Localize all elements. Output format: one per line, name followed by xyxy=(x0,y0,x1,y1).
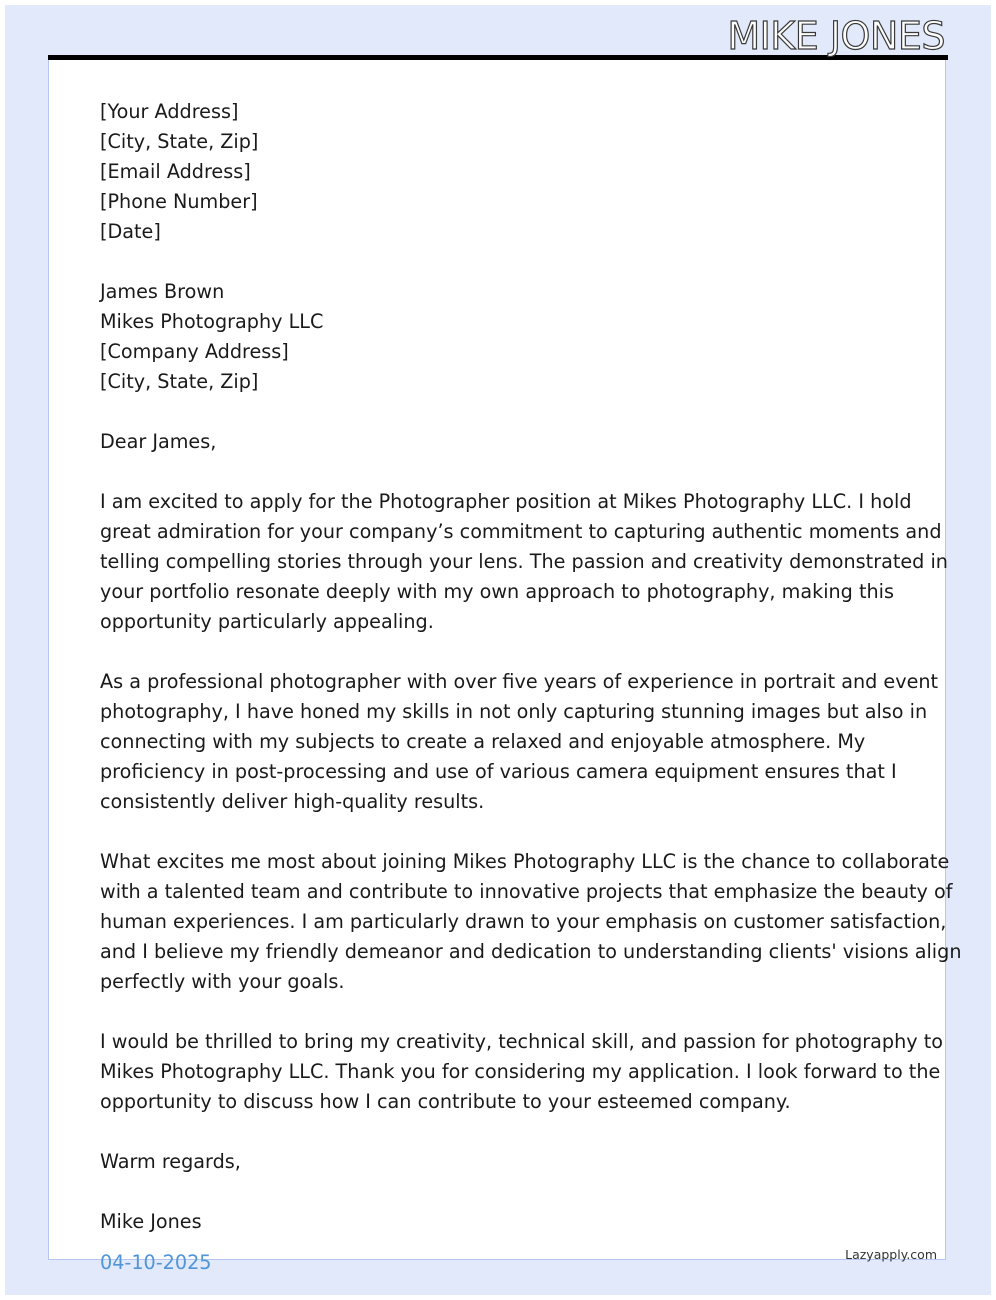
salutation: Dear James, xyxy=(100,430,217,453)
footer-date: 04-10-2025 xyxy=(100,1251,212,1274)
letter-body xyxy=(100,97,962,1237)
recipient-block xyxy=(100,277,900,397)
paragraph-line: I am excited to apply for the Photographer position at Mikes Photography LLC. I hold xyxy=(100,490,912,513)
recipient-company: Mikes Photography LLC xyxy=(100,310,324,333)
paragraph-line: connecting with my subjects to create a relaxed and enjoyable atmosphere. My xyxy=(100,730,866,753)
sender-city-state-zip: [City, State, Zip] xyxy=(100,130,259,153)
sender-email: [Email Address] xyxy=(100,160,251,183)
paragraph-line: great admiration for your company’s commitment to capturing authentic moments and xyxy=(100,520,942,543)
paragraph-line: As a professional photographer with over five years of experience in portrait and event xyxy=(100,670,939,693)
paragraph-line: photography, I have honed my skills in not only capturing stunning images but also in xyxy=(100,700,928,723)
body-paragraph-2 xyxy=(100,667,939,817)
paragraph-line: proficiency in post-processing and use of various camera equipment ensures that I xyxy=(100,760,897,783)
closing: Warm regards, xyxy=(100,1150,241,1173)
body-paragraph-1 xyxy=(100,487,948,637)
paragraph-line: your portfolio resonate deeply with my own approach to photography, making this xyxy=(100,580,894,603)
recipient-city-state-zip: [City, State, Zip] xyxy=(100,370,259,393)
sender-address: [Your Address] xyxy=(100,100,239,123)
paragraph-line: with a talented team and contribute to innovative projects that emphasize the beauty of xyxy=(100,880,953,903)
paragraph-line: opportunity particularly appealing. xyxy=(100,610,434,633)
sender-phone: [Phone Number] xyxy=(100,190,258,213)
paragraph-line: telling compelling stories through your lens. The passion and creativity demonstrated in xyxy=(100,550,948,573)
paragraph-line: and I believe my friendly demeanor and dedication to understanding clients' visions align xyxy=(100,940,962,963)
header-name: MIKE JONES xyxy=(727,14,945,58)
paragraph-line: I would be thrilled to bring my creativity, technical skill, and passion for photography to xyxy=(100,1030,943,1053)
signature: Mike Jones xyxy=(100,1210,202,1233)
body-paragraph-4 xyxy=(100,1027,943,1117)
recipient-address: [Company Address] xyxy=(100,340,289,363)
recipient-name: James Brown xyxy=(100,280,225,303)
body-paragraph-3 xyxy=(100,847,962,997)
paragraph-line: What excites me most about joining Mikes Photography LLC is the chance to collaborate xyxy=(100,850,950,873)
paragraph-line: opportunity to discuss how I can contribute to your esteemed company. xyxy=(100,1090,791,1113)
paragraph-line: Mikes Photography LLC. Thank you for considering my application. I look forward to the xyxy=(100,1060,941,1083)
sender-block xyxy=(100,97,900,247)
paragraph-line: human experiences. I am particularly drawn to your emphasis on customer satisfaction, xyxy=(100,910,947,933)
footer-brand: Lazyapply.com xyxy=(845,1247,937,1262)
paragraph-line: consistently deliver high-quality results. xyxy=(100,790,485,813)
paragraph-line: perfectly with your goals. xyxy=(100,970,345,993)
sender-date: [Date] xyxy=(100,220,161,243)
